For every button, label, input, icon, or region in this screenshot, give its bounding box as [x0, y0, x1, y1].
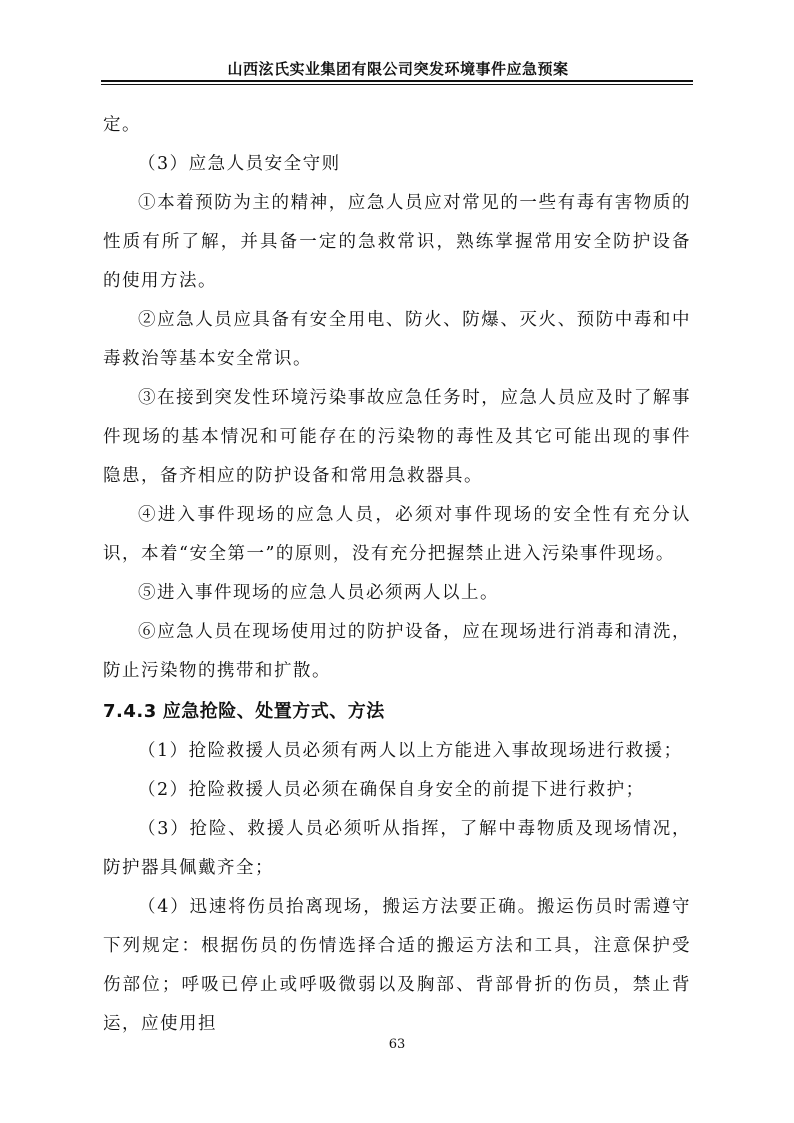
rule-item-5: ⑤进入事件现场的应急人员必须两人以上。 — [138, 583, 499, 603]
rule-item-4: ④进入事件现场的应急人员，必须对事件现场的安全性有充分认识，本着“安全第一”的原则，没有充分把握禁止进入污染事件现场。 — [103, 505, 691, 564]
procedure-item-1: （1）抢险救援人员必须有两人以上方能进入事故现场进行救援； — [138, 741, 683, 761]
paragraph-continuation: 定。 — [103, 115, 141, 135]
subsection-title: （3）应急人员安全守则 — [138, 154, 341, 174]
header-rule-thick — [101, 80, 693, 82]
section-title: 应急抢险、处置方式、方法 — [162, 701, 385, 722]
procedure-item-2: （2）抢险救援人员必须在确保自身安全的前提下进行救护； — [138, 780, 645, 800]
rule-item-1: ①本着预防为主的精神，应急人员应对常见的一些有毒有害物质的性质有所了解，并具备一定的急救常识，熟练掌握常用安全防护设备的使用方法。 — [103, 193, 691, 291]
section-number: 7.4.3 — [103, 701, 157, 722]
header-rule-thin — [101, 84, 693, 85]
page-content — [103, 106, 691, 1044]
rule-item-6: ⑥应急人员在现场使用过的防护设备，应在现场进行消毒和清洗，防止污染物的携带和扩散。 — [103, 622, 691, 681]
rule-item-2: ②应急人员应具备有安全用电、防火、防爆、灭火、预防中毒和中毒救治等基本安全常识。 — [103, 310, 691, 369]
rule-item-3: ③在接到突发性环境污染事故应急任务时，应急人员应及时了解事件现场的基本情况和可能存在的污染物的毒性及其它可能出现的事件隐患，备齐相应的防护设备和常用急救器具。 — [103, 388, 691, 486]
page-header: 山西泫氏实业集团有限公司突发环境事件应急预案 — [227, 60, 569, 78]
procedure-item-3: （3）抢险、救援人员必须听从指挥，了解中毒物质及现场情况，防护器具佩戴齐全； — [103, 819, 691, 878]
section-heading — [103, 691, 691, 732]
procedure-item-4: （4）迅速将伤员抬离现场，搬运方法要正确。搬运伤员时需遵守下列规定：根据伤员的伤情选择合适的搬运方法和工具，注意保护受伤部位；呼吸已停止或呼吸微弱以及胸部、背部骨折的伤员，禁止背运，应使用担 — [103, 897, 691, 1034]
page-number: 63 — [388, 1037, 406, 1052]
